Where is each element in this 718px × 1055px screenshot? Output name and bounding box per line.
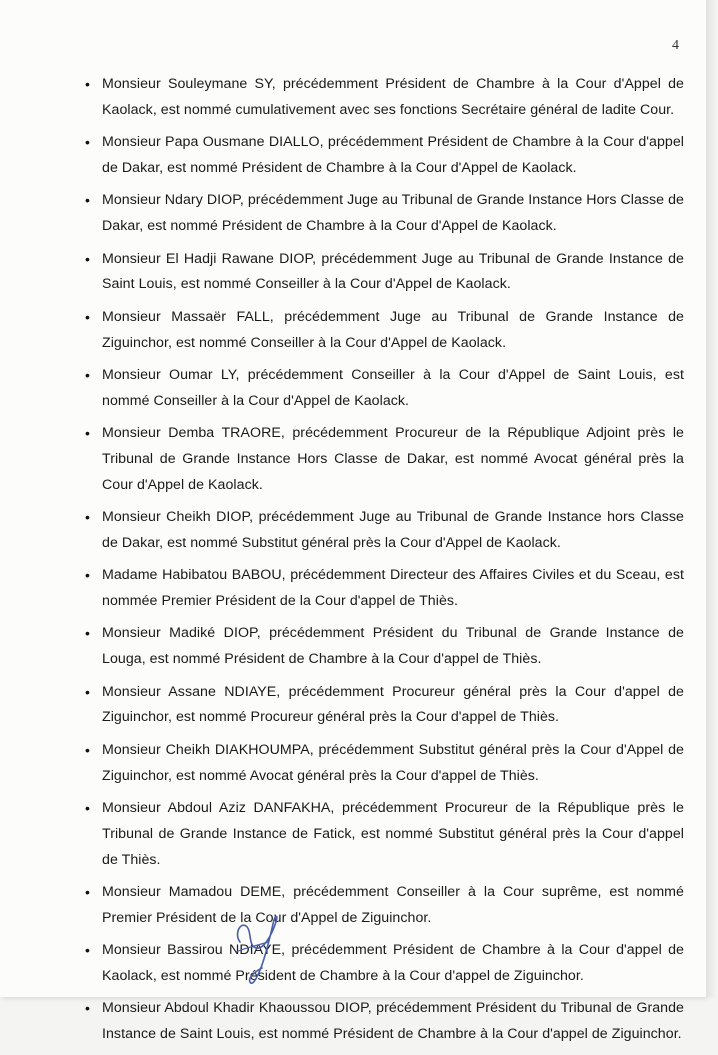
appointment-text: Madame Habibatou BABOU, précédemment Directeur des Affaires Civiles et du Sceau, est nommée Premier Président de la Cour d'appel de Thiès. <box>102 567 684 610</box>
page-edge-shadow <box>706 0 718 997</box>
appointment-text: Monsieur Cheikh DIOP, précédemment Juge au Tribunal de Grande Instance hors Classe de Dakar, est nommé Substitut général près la Cour d'Appel de Kaolack. <box>102 509 684 551</box>
appointment-entry <box>84 505 684 557</box>
handwritten-initial-signature <box>226 912 286 988</box>
appointment-text: Monsieur Cheikh DIAKHOUMPA, précédemment Substitut général près la Cour d'Appel de Ziguinchor, est nommé Avocat général près la Cour d'appel de Thiès. <box>102 741 684 784</box>
appointment-entry <box>84 72 684 124</box>
appointment-entry <box>84 130 684 182</box>
appointment-entry <box>84 247 684 299</box>
appointment-text: Monsieur Bassirou NDIAYE, précédemment Président de Chambre à la Cour d'appel de Kaolack, est nommé Président de Chambre à la Cour d'appel de Ziguinchor. <box>102 942 684 985</box>
appointment-entry <box>84 796 684 873</box>
appointment-text: Monsieur Abdoul Khadir Khaoussou DIOP, précédemment Président du Tribunal de Grande Instance de Saint Louis, est nommé Président de Chambre à la Cour d'appel de Ziguinchor. <box>102 1000 684 1043</box>
bullet-icon: • <box>85 76 90 92</box>
appointment-entry <box>84 363 684 415</box>
appointment-entry <box>84 938 684 990</box>
appointment-entry <box>84 563 684 615</box>
bullet-icon: • <box>85 683 90 700</box>
bullet-icon: • <box>85 250 90 267</box>
bullet-icon: • <box>85 884 90 901</box>
bullet-icon: • <box>85 308 90 325</box>
appointment-entry <box>84 680 684 732</box>
bullet-icon: • <box>85 192 90 209</box>
appointment-text: Monsieur Demba TRAORE, précédemment Procureur de la République Adjoint près le Tribunal de Grande Instance Hors Classe de Dakar, est nommé Avocat général près la Cour d'Appel de Kaolack. <box>102 425 684 493</box>
bullet-icon: • <box>85 425 90 442</box>
appointment-entry <box>84 421 684 498</box>
appointment-text: Monsieur Papa Ousmane DIALLO, précédemment Président de Chambre à la Cour d'appel de Dakar, est nommé Président de Chambre à la Cour d'Appel de Kaolack. <box>102 134 684 176</box>
appointment-entry <box>84 621 684 673</box>
appointment-text: Monsieur Oumar LY, précédemment Conseiller à la Cour d'Appel de Saint Louis, est nommé Conseiller à la Cour d'Appel de Kaolack. <box>102 366 684 409</box>
appointment-text: Monsieur Assane NDIAYE, précédemment Procureur général près la Cour d'appel de Ziguinchor, est nommé Procureur général près la Cour d'appel de Thiès. <box>102 683 684 726</box>
bullet-icon: • <box>85 509 90 526</box>
appointment-entry <box>84 305 684 357</box>
appointment-entry <box>84 996 684 1048</box>
bullet-icon: • <box>85 741 90 758</box>
bullet-icon: • <box>85 567 90 584</box>
appointment-list <box>84 72 684 1055</box>
appointment-text: Monsieur Ndary DIOP, précédemment Juge au Tribunal de Grande Instance Hors Classe de Dakar, est nommé Président de Chambre à la Cour d'Appel de Kaolack. <box>102 192 684 235</box>
bullet-icon: • <box>85 1000 90 1017</box>
appointment-entry <box>84 188 684 240</box>
appointment-entry <box>84 738 684 790</box>
appointment-text: Monsieur El Hadji Rawane DIOP, précédemment Juge au Tribunal de Grande Instance de Saint Louis, est nommé Conseiller à la Cour d'Appel de Kaolack. <box>102 250 684 293</box>
appointment-text: Monsieur Madiké DIOP, précédemment Président du Tribunal de Grande Instance de Louga, est nommé Président de Chambre à la Cour d'appel de Thiès. <box>102 625 684 668</box>
bullet-icon: • <box>85 134 90 151</box>
bullet-icon: • <box>85 942 90 959</box>
appointment-text: Monsieur Souleymane SY, précédemment Président de Chambre à la Cour d'Appel de Kaolack, est nommé cumulativement avec ses fonctions Secrétaire général de ladite Cour. <box>102 76 684 118</box>
appointment-text: Monsieur Abdoul Aziz DANFAKHA, précédemment Procureur de la République près le Tribunal de Grande Instance de Fatick, est nommé Substitut général près la Cour d'appel de Thiès. <box>102 800 684 868</box>
bullet-icon: • <box>85 800 90 817</box>
appointment-entry <box>84 880 684 932</box>
appointment-text: Monsieur Mamadou DEME, précédemment Conseiller à la Cour suprême, est nommé Premier Président de la Cour d'Appel de Ziguinchor. <box>102 884 684 926</box>
bullet-icon: • <box>85 366 90 383</box>
bullet-icon: • <box>85 625 90 642</box>
appointment-text: Monsieur Massaër FALL, précédemment Juge au Tribunal de Grande Instance de Ziguinchor, est nommé Conseiller à la Cour d'Appel de Kaolack. <box>102 308 684 351</box>
page-number: 4 <box>672 38 679 53</box>
